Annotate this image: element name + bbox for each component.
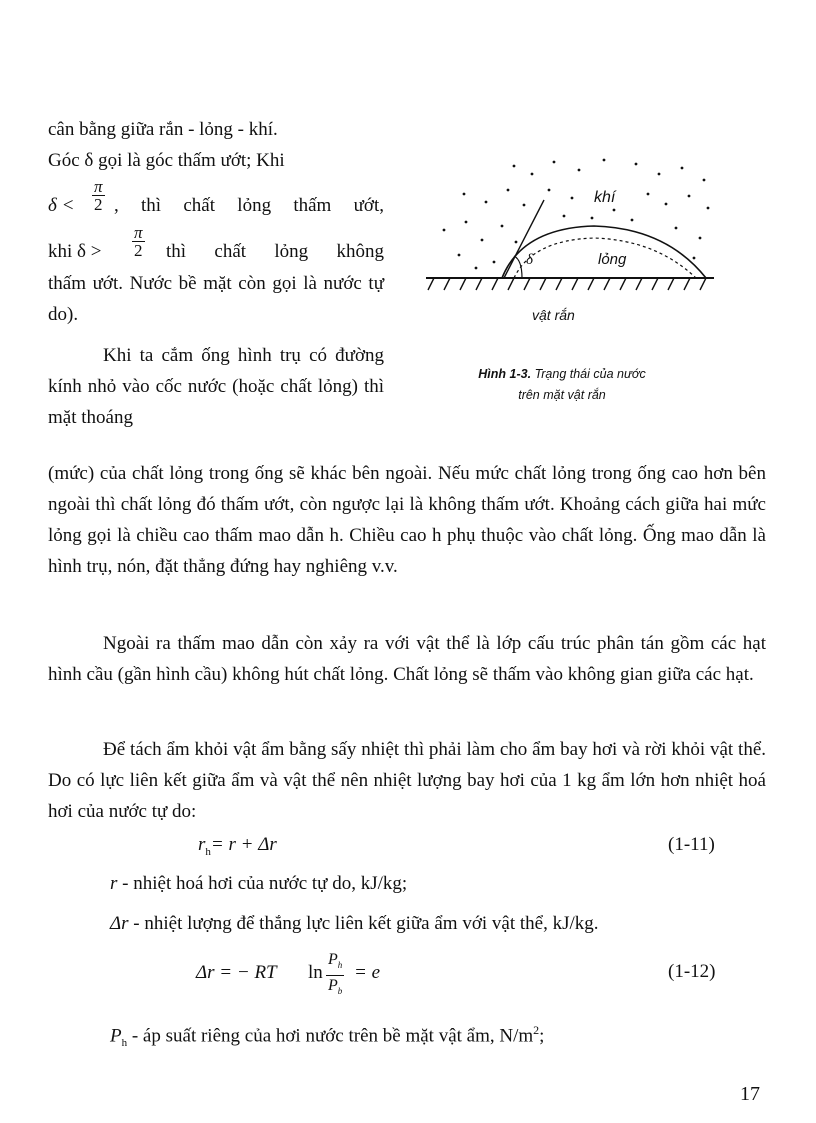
eq-lhs: Δr = − RT [196, 962, 277, 983]
den-subscript: b [337, 986, 343, 997]
paragraph-text: Ngoài ra thấm mao dẫn còn xảy ra với vật thể là lớp cấu trúc phân tán gồm các hạt hình cầu (gần hình cầu) không hút chất lỏng. Chất lỏng sẽ thấm vào không gian giữa các hạt. [48, 633, 766, 685]
label-liquid: lỏng [598, 251, 627, 268]
num-symbol: P [328, 951, 338, 968]
fraction-denominator: 2 [94, 195, 103, 214]
paragraph-capillary-continuation [48, 458, 766, 582]
den-symbol: P [328, 977, 338, 995]
def-symbol: P [110, 1025, 122, 1047]
definition-delta-r [110, 913, 599, 935]
eq-rhs: = e [354, 962, 381, 983]
definition-r [110, 873, 407, 895]
paragraph-line: cân bằng giữa rắn - lỏng - khí. [48, 119, 278, 140]
condition-text: thì chất lỏng không [166, 241, 384, 262]
angle-arc [514, 256, 522, 278]
pi-over-2-fraction [92, 178, 105, 213]
eq-ln: ln [308, 962, 323, 983]
paragraph-line: Góc δ gọi là góc thấm ướt; Khi [48, 150, 285, 171]
def-superscript: 2 [533, 1023, 540, 1037]
eq-fraction [326, 950, 344, 1001]
paragraph-text: Khi ta cắm ống hình trụ có đường kính nhỏ vào cốc nước (hoặc chất lỏng) thì mặt thoáng [48, 345, 384, 428]
def-symbol-subscript: h [121, 1037, 128, 1050]
figure-diagram [404, 150, 720, 360]
page-number: 17 [740, 1083, 760, 1105]
pi-over-2-fraction [132, 224, 145, 259]
def-symbol: Δr [110, 913, 129, 934]
gas-dots [443, 159, 710, 270]
condition-text: , thì chất lỏng thấm ướt, [114, 195, 384, 216]
fraction-denominator: 2 [134, 241, 143, 260]
figure-caption [404, 364, 720, 406]
def-symbol: r [110, 873, 118, 894]
condition-lead: khi δ > [48, 241, 102, 262]
figure-wetting-state [404, 150, 720, 400]
eq-lhs: r [198, 834, 206, 855]
equation-number: (1-11) [668, 834, 715, 855]
def-text: - nhiệt hoá hơi của nước tự do, kJ/kg; [117, 873, 408, 894]
def-text: - áp suất riêng của hơi nước trên bề mặt vật ẩm, N/m [127, 1025, 534, 1047]
condition-wetting [48, 176, 384, 222]
caption-line-2: trên mặt vật rắn [518, 388, 606, 402]
eq-rhs: = r + Δr [210, 834, 277, 855]
def-end: ; [539, 1025, 545, 1047]
fraction-numerator: π [134, 223, 143, 242]
definition-ph [110, 1023, 544, 1049]
label-solid: vật rắn [532, 307, 575, 323]
equation-number: (1-12) [668, 961, 716, 982]
def-text: - nhiệt lượng để thắng lực liên kết giữa ẩm với vật thể, kJ/kg. [128, 913, 599, 934]
surface-hatching [428, 278, 706, 290]
fraction-numerator: π [94, 177, 103, 196]
fraction-numerator [326, 950, 344, 976]
caption-text: Trạng thái của nước [534, 367, 646, 381]
caption-line-1 [404, 364, 720, 385]
paragraph-text: thấm ướt. Nước bề mặt còn gọi là nước tự do). [48, 273, 384, 325]
left-column-text [48, 114, 384, 433]
condition-lead: δ < [48, 195, 75, 216]
paragraph-text: Để tách ẩm khỏi vật ẩm bằng sấy nhiệt thì phải làm cho ẩm bay hơi và rời khỏi vật thể. Do có lực liên kết giữa ẩm và vật thể nên nhiệt lượng bay hơi của 1 kg ẩm lớn hơn nhiệt hoá hơi của nước tự do: [48, 739, 766, 822]
paragraph-dispersed-structure [48, 628, 766, 690]
eq-lhs-subscript: h [205, 845, 211, 858]
condition-nonwetting [48, 222, 384, 268]
label-contact-angle: δ [526, 252, 533, 268]
paragraph-drying-heat [48, 734, 766, 827]
num-subscript: h [337, 960, 343, 971]
fraction-denominator [326, 976, 344, 1001]
label-gas: khí [594, 189, 616, 206]
caption-label: Hình 1-3. [478, 367, 532, 381]
paragraph-text: (mức) của chất lỏng trong ống sẽ khác bên ngoài. Nếu mức chất lỏng trong ống cao hơn bên ngoài thì chất lỏng đó thấm ướt, còn ngược lại là không thấm ướt. Khoảng cách giữa hai mức lỏng gọi là chiều cao thấm mao dẫn h. Chiều cao h phụ thuộc vào chất lỏng. Ống mao dẫn là hình trụ, nón, đặt thẳng đứng hay nghiêng v.v. [48, 463, 766, 577]
equation-1-11 [198, 834, 277, 858]
